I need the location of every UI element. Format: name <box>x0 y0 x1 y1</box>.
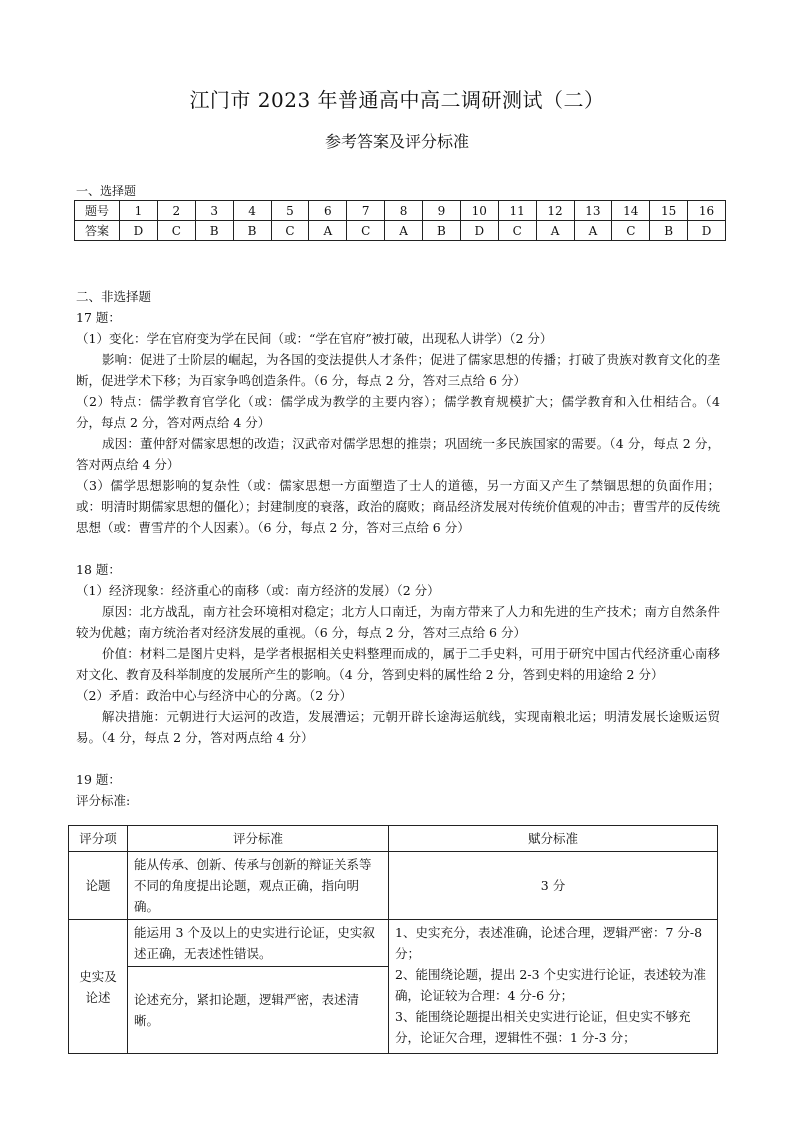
answer-cell: C <box>347 221 385 241</box>
row-label-answer: 答案 <box>75 221 120 241</box>
question-number-cell: 3 <box>195 201 233 221</box>
rubric-header-item: 评分项 <box>69 826 128 852</box>
question-number-row <box>75 201 726 221</box>
non-multiple-choice-section <box>76 286 720 811</box>
question-number-cell: 14 <box>612 201 650 221</box>
rubric-header-criteria: 评分标准 <box>128 826 389 852</box>
question-number-cell: 11 <box>498 201 536 221</box>
rubric-row-thesis <box>69 852 718 920</box>
answer-cell: D <box>120 221 158 241</box>
answer-cell: A <box>574 221 612 241</box>
q19-rubric-label: 评分标准: <box>76 793 131 808</box>
section-heading-non-multiple-choice: 二、非选择题 <box>76 289 152 304</box>
q17-paragraph: 成因：董仲舒对儒家思想的改造；汉武帝对儒学思想的推崇；巩固统一多民族国家的需要。（4 分，每点 2 分，答对两点给 4 分） <box>76 436 720 472</box>
rubric-row-evidence <box>69 920 718 967</box>
question-number-cell: 8 <box>385 201 423 221</box>
multiple-choice-answer-table <box>74 200 726 241</box>
rubric-score-cell: 3 分 <box>389 852 718 920</box>
rubric-item-cell: 史实及论述 <box>69 920 128 1054</box>
question-19-heading: 19 题： <box>76 772 121 787</box>
answer-cell: C <box>157 221 195 241</box>
question-17-heading: 17 题： <box>76 310 121 325</box>
question-number-cell: 12 <box>536 201 574 221</box>
question-number-cell: 4 <box>233 201 271 221</box>
answer-cell: B <box>233 221 271 241</box>
question-number-cell: 13 <box>574 201 612 221</box>
rubric-criteria-cell: 能运用 3 个及以上的史实进行论证，史实叙述正确，无表述性错误。 <box>128 920 389 967</box>
answer-cell: A <box>385 221 423 241</box>
row-label-question: 题号 <box>75 201 120 221</box>
question-18-heading: 18 题： <box>76 562 121 577</box>
q18-paragraph: （2）矛盾：政治中心与经济中心的分离。（2 分） <box>76 688 353 703</box>
page-subtitle: 参考答案及评分标准 <box>324 132 469 151</box>
rubric-header-score: 赋分标准 <box>389 826 718 852</box>
rubric-score-line: 2、能围绕论题，提出 2-3 个史实进行论证，表述较为准确，论证较为合理：4 分-6 分； <box>395 967 707 1003</box>
q18-paragraph: 价值：材料二是图片史料，是学者根据相关史料整理而成的，属于二手史料，可用于研究中国古代经济重心南移对文化、教育及科举制度的发展所产生的影响。（4 分，答到史料的属性给 2 分，答到史料的用途给 2 分） <box>76 646 720 682</box>
answer-cell: C <box>271 221 309 241</box>
answer-cell: B <box>195 221 233 241</box>
question-number-cell: 10 <box>460 201 498 221</box>
rubric-header-row <box>69 826 718 852</box>
question-number-cell: 6 <box>309 201 347 221</box>
q18-paragraph: 解决措施：元朝进行大运河的改造，发展漕运；元朝开辟长途海运航线，实现南粮北运；明清发展长途贩运贸易。（4 分，每点 2 分，答对两点给 4 分） <box>76 709 720 745</box>
answer-cell: A <box>536 221 574 241</box>
answer-row <box>75 221 726 241</box>
rubric-score-line: 3、能围绕论题提出相关史实进行论证，但史实不够充分，论证欠合理，逻辑性不强：1 分-3 分； <box>395 1009 691 1045</box>
question-number-cell: 5 <box>271 201 309 221</box>
q17-paragraph: （1）变化：学在官府变为学在民间（或：“学在官府”被打破，出现私人讲学）（2 分） <box>76 331 553 346</box>
question-number-cell: 16 <box>688 201 726 221</box>
answer-cell: C <box>612 221 650 241</box>
q18-paragraph: （1）经济现象：经济重心的南移（或：南方经济的发展）（2 分） <box>76 583 440 598</box>
section-heading-multiple-choice: 一、选择题 <box>76 184 137 198</box>
answer-cell: C <box>498 221 536 241</box>
rubric-criteria-cell: 论述充分，紧扣论题，逻辑严密，表述清晰。 <box>128 967 389 1054</box>
q18-paragraph: 原因：北方战乱，南方社会环境相对稳定；北方人口南迁，为南方带来了人力和先进的生产技术；南方自然条件较为优越；南方统治者对经济发展的重视。（6 分，每点 2 分，答对三点给 6 分） <box>76 604 720 640</box>
answer-cell: D <box>460 221 498 241</box>
question-number-cell: 7 <box>347 201 385 221</box>
question-number-cell: 1 <box>120 201 158 221</box>
rubric-criteria-cell: 能从传承、创新、传承与创新的辩证关系等不同的角度提出论题，观点正确，指向明确。 <box>128 852 389 920</box>
q19-rubric-table <box>68 825 718 1054</box>
answer-cell: D <box>688 221 726 241</box>
question-number-cell: 9 <box>423 201 461 221</box>
question-number-cell: 2 <box>157 201 195 221</box>
answer-cell: B <box>650 221 688 241</box>
q17-paragraph: 影响：促进了士阶层的崛起，为各国的变法提供人才条件；促进了儒家思想的传播；打破了贵族对教育文化的垄断，促进学术下移；为百家争鸣创造条件。（6 分，每点 2 分，答对三点给 6 分） <box>76 352 720 388</box>
q17-paragraph: （3）儒学思想影响的复杂性（或：儒家思想一方面塑造了士人的道德，另一方面又产生了禁锢思想的负面作用；或：明清时期儒家思想的僵化）；封建制度的衰落，政治的腐败；商品经济发展对传统价值观的冲击；曹雪芹的反传统思想（或：曹雪芹的个人因素）。（6 分，每点 2 分，答对三点给 6 分） <box>76 478 720 535</box>
question-number-cell: 15 <box>650 201 688 221</box>
page-title: 江门市 2023 年普通高中高二调研测试（二） <box>189 88 605 112</box>
rubric-score-cell <box>389 920 718 1054</box>
answer-cell: B <box>423 221 461 241</box>
q17-paragraph: （2）特点：儒学教育官学化（或：儒学成为教学的主要内容）；儒学教育规模扩大；儒学教育和入仕相结合。（4 分，每点 2 分，答对两点给 4 分） <box>76 394 720 430</box>
answer-cell: A <box>309 221 347 241</box>
rubric-score-line: 1、史实充分，表述准确，论述合理，逻辑严密：7 分-8 分； <box>395 925 703 961</box>
rubric-item-cell: 论题 <box>69 852 128 920</box>
